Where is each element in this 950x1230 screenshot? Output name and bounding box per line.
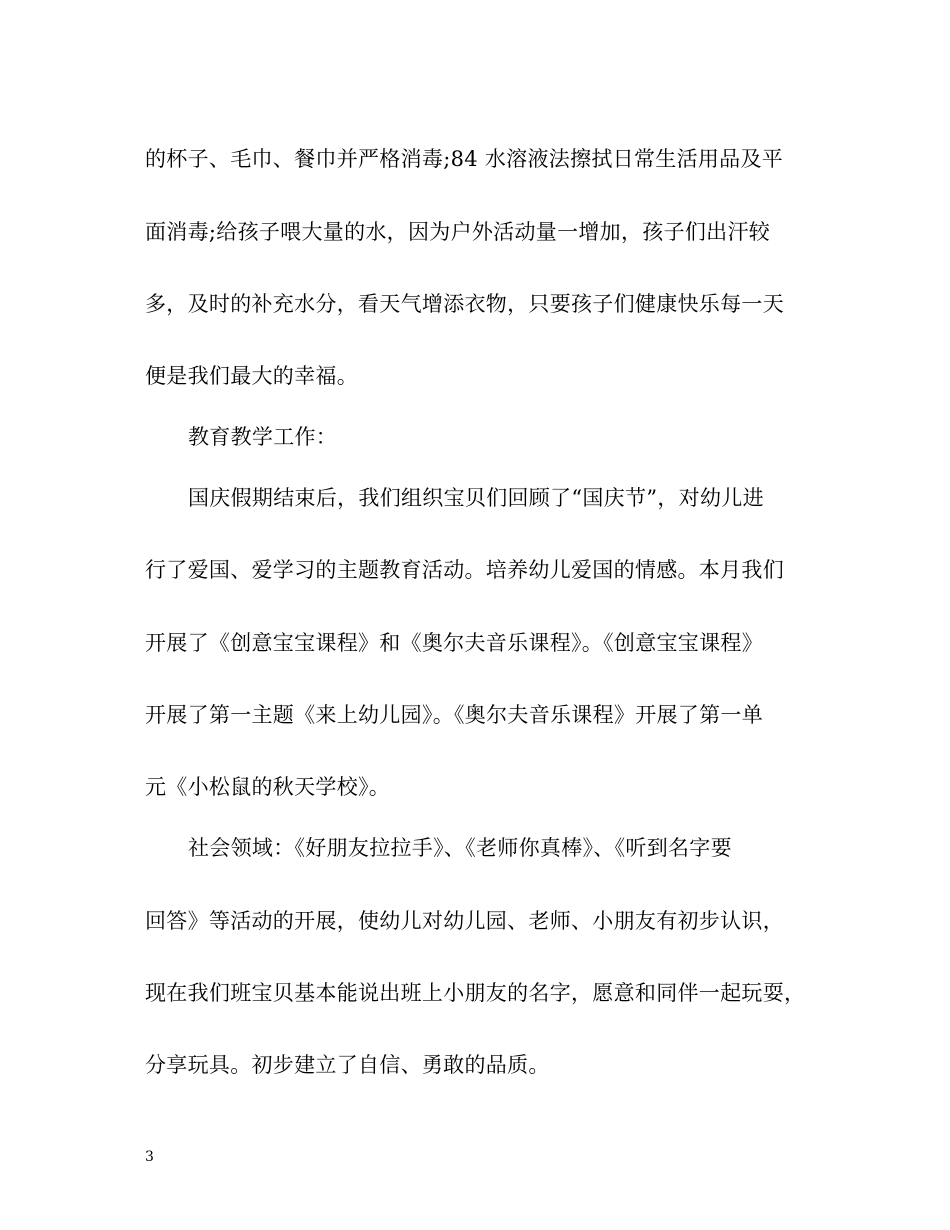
page-number: 3 bbox=[145, 1149, 154, 1165]
body-line-7: 行了爱国、爱学习的主题教育活动。培养幼儿爱国的情感。本月我们 bbox=[145, 558, 784, 582]
body-line-13: 现在我们班宝贝基本能说出班上小朋友的名字，愿意和同伴一起玩耍， bbox=[145, 981, 806, 1005]
body-line-2: 面消毒;给孩子喂大量的水，因为户外活动量一增加，孩子们出汗较 bbox=[145, 220, 771, 244]
body-line-11: 社会领域：《好朋友拉拉手》、《老师你真棒》、《听到名字要 bbox=[188, 836, 732, 860]
body-line-4: 便是我们最大的幸福。 bbox=[145, 364, 358, 388]
body-line-3: 多，及时的补充水分，看天气增添衣物，只要孩子们健康快乐每一天 bbox=[145, 292, 784, 316]
section-heading-teaching: 教育教学工作： bbox=[188, 425, 338, 449]
body-line-8: 开展了《创意宝宝课程》和《奥尔夫音乐课程》。《创意宝宝课程》 bbox=[145, 631, 763, 655]
body-line-6: 国庆假期结束后，我们组织宝贝们回顾了“国庆节”，对幼儿进 bbox=[188, 486, 764, 510]
body-line-9: 开展了第一主题《来上幼儿园》。《奥尔夫音乐课程》开展了第一单 bbox=[145, 703, 763, 727]
body-line-1: 的杯子、毛巾、餐巾并严格消毒;84 水溶液法擦拭日常生活用品及平 bbox=[145, 147, 784, 171]
body-line-14: 分享玩具。初步建立了自信、勇敢的品质。 bbox=[145, 1053, 550, 1077]
body-line-12: 回答》等活动的开展，使幼儿对幼儿园、老师、小朋友有初步认识， bbox=[145, 909, 784, 933]
body-line-10: 元《小松鼠的秋天学校》。 bbox=[145, 775, 391, 799]
